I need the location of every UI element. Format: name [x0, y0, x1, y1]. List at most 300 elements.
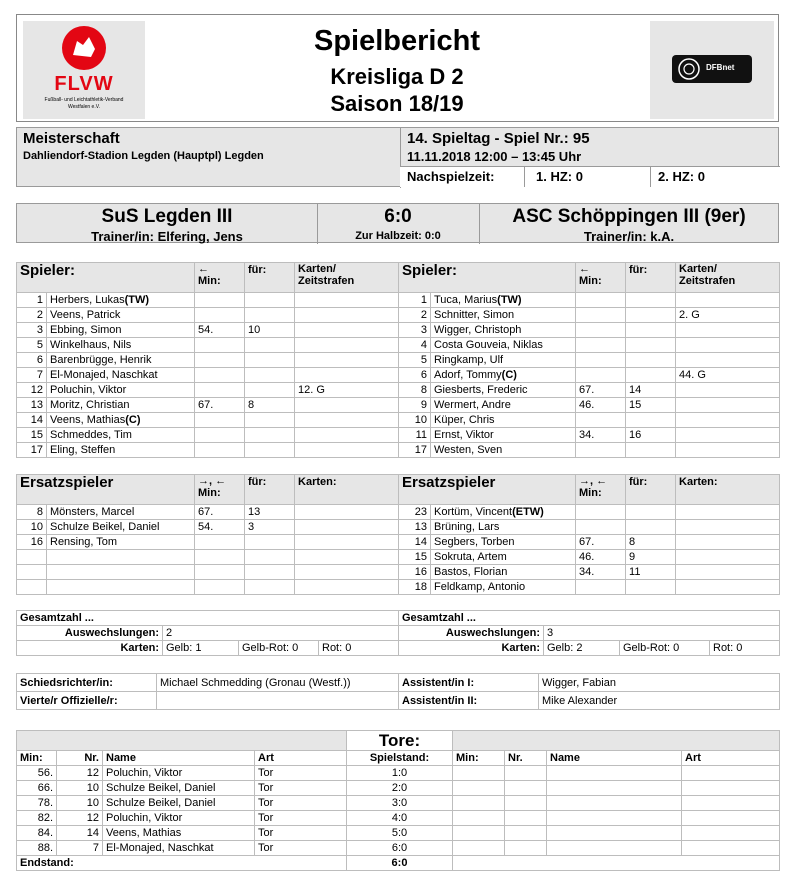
goal-player-number: 14	[57, 826, 103, 841]
player-name: Küper, Chris	[431, 413, 576, 428]
player-cards	[295, 550, 399, 565]
sub-minute	[576, 520, 626, 535]
away-player-row	[399, 308, 780, 323]
player-number: 18	[399, 580, 431, 595]
home-subs	[16, 474, 399, 595]
goals-min-header: Min:	[17, 751, 57, 766]
away-subs	[398, 474, 780, 595]
min-header: ← Min:	[576, 263, 626, 293]
player-cards	[676, 353, 780, 368]
player-cards	[295, 308, 399, 323]
sub-minute	[576, 413, 626, 428]
away-player-row	[399, 323, 780, 338]
for-header: für:	[626, 263, 676, 293]
away-player-row	[399, 293, 780, 308]
assistant2-label: Assistent/in II:	[399, 692, 539, 710]
assistant2-name: Mike Alexander	[539, 692, 780, 710]
player-number: 13	[399, 520, 431, 535]
away-goal-cell	[682, 826, 780, 841]
sub-for	[245, 383, 295, 398]
home-player-row	[17, 338, 399, 353]
goals-type-header-away: Art	[682, 751, 780, 766]
sub-minute	[195, 383, 245, 398]
home-trainer: Trainer/in: Elfering, Jens	[91, 229, 243, 244]
referee-label: Schiedsrichter/in:	[17, 674, 157, 692]
home-sub-row	[17, 505, 399, 520]
player-cards	[295, 413, 399, 428]
goal-player-name: El-Monajed, Naschkat	[103, 841, 255, 856]
player-number: 5	[17, 338, 47, 353]
for-header: für:	[626, 475, 676, 505]
away-player-row	[399, 353, 780, 368]
away-player-row	[399, 413, 780, 428]
player-number: 11	[399, 428, 431, 443]
player-role-tag: (TW)	[497, 294, 522, 306]
sub-minute: 34.	[576, 565, 626, 580]
player-number: 15	[17, 428, 47, 443]
sub-for: 16	[626, 428, 676, 443]
for-header: für:	[245, 475, 295, 505]
player-cards	[295, 505, 399, 520]
final-score: 6:0	[384, 206, 412, 227]
goal-row	[17, 781, 780, 796]
flvw-logo-sub2: Westfalen e.V.	[68, 104, 100, 110]
away-goal-cell	[505, 841, 547, 856]
player-cards	[295, 398, 399, 413]
sub-for	[626, 293, 676, 308]
player-name: Feldkamp, Antonio	[431, 580, 576, 595]
flvw-crest-icon	[61, 25, 107, 71]
home-totals	[16, 610, 399, 656]
overtime-1st-half: 1. HZ: 0	[536, 169, 583, 184]
goal-minute: 78.	[17, 796, 57, 811]
player-name: Schnitter, Simon	[431, 308, 576, 323]
goals-min-header-away: Min:	[453, 751, 505, 766]
sub-for	[245, 443, 295, 458]
players-header: Spieler:	[17, 263, 195, 293]
home-player-row	[17, 413, 399, 428]
sub-for	[626, 323, 676, 338]
officials	[16, 673, 780, 710]
sub-for	[245, 428, 295, 443]
away-player-row	[399, 338, 780, 353]
home-players-table	[16, 262, 399, 458]
goal-minute: 82.	[17, 811, 57, 826]
away-goal-cell	[505, 826, 547, 841]
sub-minute	[195, 293, 245, 308]
sub-for	[245, 550, 295, 565]
away-goal-cell	[682, 781, 780, 796]
player-number: 4	[399, 338, 431, 353]
cards-total-label: Karten:	[17, 641, 163, 656]
away-goal-cell	[547, 766, 682, 781]
goal-minute: 88.	[17, 841, 57, 856]
substitutions-label: Auswechslungen:	[399, 626, 544, 641]
sub-min-header: →, ← Min:	[576, 475, 626, 505]
player-number: 16	[17, 535, 47, 550]
home-player-row	[17, 398, 399, 413]
away-goal-cell	[453, 781, 505, 796]
subs-header: Ersatzspieler	[17, 475, 195, 505]
home-yellow-count: Gelb: 1	[163, 641, 239, 656]
goal-row	[17, 841, 780, 856]
goals-title: Tore:	[347, 731, 453, 751]
player-number: 7	[17, 368, 47, 383]
sub-for	[626, 520, 676, 535]
away-player-row	[399, 443, 780, 458]
sub-minute: 54.	[195, 520, 245, 535]
player-name: El-Monajed, Naschkat	[47, 368, 195, 383]
assistant1-label: Assistent/in I:	[399, 674, 539, 692]
player-number: 14	[399, 535, 431, 550]
goal-player-number: 12	[57, 811, 103, 826]
sub-minute	[195, 353, 245, 368]
player-name: Winkelhaus, Nils	[47, 338, 195, 353]
away-player-row	[399, 383, 780, 398]
player-number: 1	[17, 293, 47, 308]
goal-score: 3:0	[347, 796, 453, 811]
sub-minute	[576, 443, 626, 458]
goal-player-number: 10	[57, 796, 103, 811]
player-name: Adorf, Tommy(C)	[431, 368, 576, 383]
player-number: 12	[17, 383, 47, 398]
player-name: Tuca, Marius(TW)	[431, 293, 576, 308]
sub-for	[626, 413, 676, 428]
player-number: 3	[399, 323, 431, 338]
home-player-row	[17, 428, 399, 443]
home-red-count: Rot: 0	[319, 641, 399, 656]
player-number: 2	[17, 308, 47, 323]
player-cards	[676, 535, 780, 550]
sub-for: 8	[245, 398, 295, 413]
player-name: Eling, Steffen	[47, 443, 195, 458]
player-cards: 2. G	[676, 308, 780, 323]
sub-for	[245, 353, 295, 368]
player-role-tag: (TW)	[124, 294, 150, 306]
away-goal-cell	[505, 766, 547, 781]
sub-minute	[576, 308, 626, 323]
player-number: 8	[399, 383, 431, 398]
goal-type: Tor	[255, 811, 347, 826]
player-number: 3	[17, 323, 47, 338]
sub-for	[626, 308, 676, 323]
goal-player-name: Schulze Beikel, Daniel	[103, 796, 255, 811]
overtime-label: Nachspielzeit:	[407, 169, 495, 184]
away-goal-cell	[453, 826, 505, 841]
goal-minute: 84.	[17, 826, 57, 841]
season-title: Saison 18/19	[330, 91, 464, 116]
totals-label: Gesamtzahl ...	[17, 611, 399, 626]
flvw-logo-text: FLVW	[54, 73, 114, 95]
away-red-count: Rot: 0	[710, 641, 780, 656]
player-number: 23	[399, 505, 431, 520]
goal-player-number: 12	[57, 766, 103, 781]
away-sub-row	[399, 550, 780, 565]
sub-for	[245, 368, 295, 383]
away-goal-cell	[505, 796, 547, 811]
goal-player-name: Poluchin, Viktor	[103, 811, 255, 826]
sub-for	[245, 338, 295, 353]
goal-player-number: 10	[57, 781, 103, 796]
sub-minute	[195, 413, 245, 428]
sub-for	[626, 580, 676, 595]
player-cards: 12. G	[295, 383, 399, 398]
player-cards	[676, 520, 780, 535]
min-header: ← Min:	[195, 263, 245, 293]
player-role-tag: (ETW)	[512, 506, 544, 518]
goal-score: 6:0	[347, 841, 453, 856]
sub-for	[245, 308, 295, 323]
player-role-tag: (C)	[501, 369, 517, 381]
goal-score: 5:0	[347, 826, 453, 841]
league-title: Kreisliga D 2	[330, 64, 464, 89]
player-name	[47, 550, 195, 565]
away-goal-cell	[547, 841, 682, 856]
player-name: Schmeddes, Tim	[47, 428, 195, 443]
sub-minute	[195, 338, 245, 353]
player-number: 10	[399, 413, 431, 428]
sub-minute	[195, 308, 245, 323]
away-goal-cell	[682, 796, 780, 811]
sub-minute	[195, 580, 245, 595]
away-goal-cell	[505, 811, 547, 826]
dfb-emblem-icon	[678, 58, 700, 80]
sub-minute	[576, 323, 626, 338]
sub-minute	[195, 443, 245, 458]
goal-minute: 56.	[17, 766, 57, 781]
away-totals	[398, 610, 780, 656]
sub-for	[626, 505, 676, 520]
match-datetime: 11.11.2018 12:00 – 13:45 Uhr	[407, 149, 582, 164]
player-name: Poluchin, Viktor	[47, 383, 195, 398]
player-cards	[295, 443, 399, 458]
player-name: Ebbing, Simon	[47, 323, 195, 338]
player-name: Kortüm, Vincent(ETW)	[431, 505, 576, 520]
player-cards	[676, 383, 780, 398]
sub-minute: 46.	[576, 398, 626, 413]
player-cards	[676, 323, 780, 338]
away-goal-cell	[547, 811, 682, 826]
home-yellowred-count: Gelb-Rot: 0	[239, 641, 319, 656]
goal-type: Tor	[255, 796, 347, 811]
totals-label: Gesamtzahl ...	[399, 611, 780, 626]
away-sub-row	[399, 580, 780, 595]
player-cards	[676, 565, 780, 580]
sub-minute	[576, 338, 626, 353]
players-header: Spieler:	[399, 263, 576, 293]
player-cards	[295, 565, 399, 580]
away-sub-row	[399, 505, 780, 520]
home-player-row	[17, 443, 399, 458]
goals-name-header: Name	[103, 751, 255, 766]
fourth-official-label: Vierte/r Offizielle/r:	[17, 692, 157, 710]
sub-minute	[195, 535, 245, 550]
sub-for: 15	[626, 398, 676, 413]
home-lineup	[16, 262, 399, 458]
player-cards	[676, 550, 780, 565]
goal-player-number: 7	[57, 841, 103, 856]
goals-type-header: Art	[255, 751, 347, 766]
goal-row	[17, 796, 780, 811]
player-name: Veens, Mathias(C)	[47, 413, 195, 428]
home-player-row	[17, 368, 399, 383]
away-goal-cell	[682, 841, 780, 856]
assistant1-name: Wigger, Fabian	[539, 674, 780, 692]
sub-for: 14	[626, 383, 676, 398]
sub-minute	[576, 505, 626, 520]
away-lineup	[398, 262, 780, 458]
home-player-row	[17, 308, 399, 323]
away-goal-cell	[547, 826, 682, 841]
player-cards	[295, 535, 399, 550]
sub-minute: 46.	[576, 550, 626, 565]
away-goal-cell	[453, 796, 505, 811]
away-sub-row	[399, 565, 780, 580]
home-sub-row	[17, 520, 399, 535]
player-number: 14	[17, 413, 47, 428]
goal-player-name: Veens, Mathias	[103, 826, 255, 841]
player-cards	[295, 323, 399, 338]
referee-name: Michael Schmedding (Gronau (Westf.))	[157, 674, 399, 692]
sub-for: 9	[626, 550, 676, 565]
sub-for	[626, 353, 676, 368]
goal-score: 4:0	[347, 811, 453, 826]
goals-score-header: Spielstand:	[347, 751, 453, 766]
goal-row	[17, 811, 780, 826]
goal-type: Tor	[255, 841, 347, 856]
player-cards	[295, 520, 399, 535]
sub-minute	[195, 368, 245, 383]
sub-min-header: →, ← Min:	[195, 475, 245, 505]
away-player-row	[399, 368, 780, 383]
player-cards	[676, 428, 780, 443]
player-name: Moritz, Christian	[47, 398, 195, 413]
player-number: 5	[399, 353, 431, 368]
home-subs-table	[16, 474, 399, 595]
player-name: Veens, Patrick	[47, 308, 195, 323]
player-name: Bastos, Florian	[431, 565, 576, 580]
subs-header: Ersatzspieler	[399, 475, 576, 505]
player-name: Sokruta, Artem	[431, 550, 576, 565]
sub-minute: 67.	[195, 398, 245, 413]
cards-header: Karten/ Zeitstrafen	[295, 263, 399, 293]
goals-nr-header-away: Nr.	[505, 751, 547, 766]
away-player-row	[399, 428, 780, 443]
away-subs-table	[398, 474, 780, 595]
substitutions-label: Auswechslungen:	[17, 626, 163, 641]
player-role-tag: (C)	[125, 414, 141, 426]
for-header: für:	[245, 263, 295, 293]
player-name: Giesberts, Frederic	[431, 383, 576, 398]
player-cards	[676, 580, 780, 595]
player-name: Herbers, Lukas(TW)	[47, 293, 195, 308]
sub-for: 8	[626, 535, 676, 550]
away-sub-row	[399, 520, 780, 535]
away-goal-cell	[505, 781, 547, 796]
away-goal-cell	[682, 766, 780, 781]
sub-for	[245, 535, 295, 550]
competition: Meisterschaft	[23, 130, 120, 147]
player-name: Westen, Sven	[431, 443, 576, 458]
home-player-row	[17, 293, 399, 308]
goals-name-header-away: Name	[547, 751, 682, 766]
flvw-logo	[23, 21, 145, 119]
away-goal-cell	[453, 811, 505, 826]
player-cards	[295, 428, 399, 443]
sub-for	[245, 413, 295, 428]
sub-minute: 54.	[195, 323, 245, 338]
sub-minute	[195, 428, 245, 443]
away-player-row	[399, 398, 780, 413]
teams-box	[16, 203, 779, 243]
goal-row	[17, 766, 780, 781]
player-name: Wermert, Andre	[431, 398, 576, 413]
player-name: Ringkamp, Ulf	[431, 353, 576, 368]
sub-minute: 67.	[195, 505, 245, 520]
player-number: 8	[17, 505, 47, 520]
home-sub-row	[17, 565, 399, 580]
goals	[16, 730, 780, 871]
player-number: 6	[399, 368, 431, 383]
sub-for	[626, 338, 676, 353]
header-box	[16, 14, 779, 122]
sub-for	[245, 580, 295, 595]
away-goal-cell	[453, 841, 505, 856]
player-name: Rensing, Tom	[47, 535, 195, 550]
player-number: 9	[399, 398, 431, 413]
cards-header: Karten/ Zeitstrafen	[676, 263, 780, 293]
player-number: 10	[17, 520, 47, 535]
player-cards	[295, 338, 399, 353]
sub-minute: 34.	[576, 428, 626, 443]
player-number: 15	[399, 550, 431, 565]
home-player-row	[17, 353, 399, 368]
player-number: 17	[17, 443, 47, 458]
player-cards	[676, 398, 780, 413]
sub-for: 13	[245, 505, 295, 520]
player-name: Wigger, Christoph	[431, 323, 576, 338]
endstand-score: 6:0	[347, 856, 453, 871]
player-number: 6	[17, 353, 47, 368]
goal-row	[17, 826, 780, 841]
goal-type: Tor	[255, 766, 347, 781]
matchday: 14. Spieltag - Spiel Nr.: 95	[407, 130, 590, 147]
away-goal-cell	[682, 811, 780, 826]
goal-minute: 66.	[17, 781, 57, 796]
away-goal-cell	[453, 766, 505, 781]
player-cards	[676, 505, 780, 520]
goal-score: 1:0	[347, 766, 453, 781]
player-number: 1	[399, 293, 431, 308]
away-substitutions-count: 3	[544, 626, 780, 641]
player-number	[17, 565, 47, 580]
player-name	[47, 565, 195, 580]
player-cards	[295, 353, 399, 368]
player-number	[17, 580, 47, 595]
home-sub-row	[17, 580, 399, 595]
goal-score: 2:0	[347, 781, 453, 796]
player-name: Costa Gouveia, Niklas	[431, 338, 576, 353]
page-title: Spielbericht	[314, 25, 480, 57]
endstand-label: Endstand:	[17, 856, 347, 871]
goals-table	[16, 730, 780, 871]
player-cards	[676, 338, 780, 353]
player-cards	[676, 293, 780, 308]
home-team-name: SuS Legden III	[101, 206, 233, 227]
sub-minute: 67.	[576, 535, 626, 550]
home-player-row	[17, 383, 399, 398]
sub-minute	[576, 580, 626, 595]
